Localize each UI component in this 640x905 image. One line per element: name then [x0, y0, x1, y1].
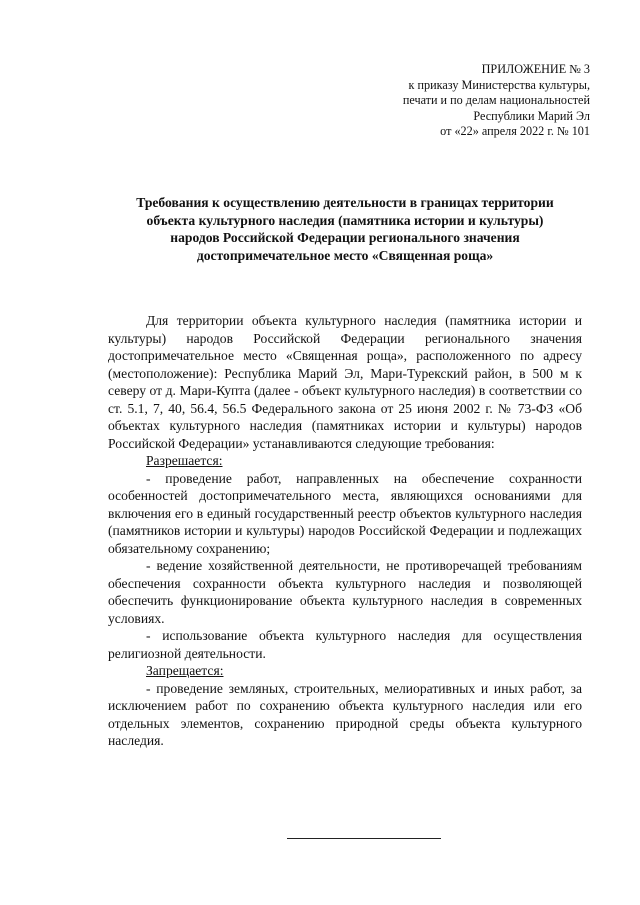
- document-title: [100, 194, 590, 264]
- document-body: [108, 312, 582, 750]
- title-line: Требования к осуществлению деятельности в границах территории: [136, 195, 554, 210]
- appendix-date: от «22» апреля 2022 г. № 101: [440, 124, 590, 138]
- forbidden-heading-text: Запрещается:: [146, 663, 224, 678]
- forbidden-heading: [108, 662, 582, 680]
- appendix-header: [360, 62, 590, 140]
- allowed-item: - использование объекта культурного наследия для осуществления религиозной деятельности.: [108, 628, 582, 661]
- allowed-item: - проведение работ, направленных на обеспечение сохранности особенностей достопримечательного места, являющихся основаниями для включения его в единый государственный реестр объектов культурного наследия (памятников истории и культуры) народов Российской Федерации и подлежащих обязательному сохранению;: [108, 470, 582, 556]
- title-line: объекта культурного наследия (памятника истории и культуры): [146, 212, 544, 228]
- closing-divider-line: [287, 838, 441, 839]
- allowed-heading: [108, 452, 582, 470]
- appendix-order-ref: к приказу Министерства культуры,: [408, 77, 590, 92]
- title-line: народов Российской Федерации регионального значения: [170, 230, 520, 246]
- intro-paragraph: Для территории объекта культурного наследия (памятника истории и культуры) народов Российской Федерации регионального значения достопримечательное место «Священная роща», расположенного по адресу (местоположение): Республика Марий Эл, Мари-Турекский район, в 500 м к северу от д. Мари-Купта (далее - объект культурного наследия) в соответствии со ст. 5.1, 7, 40, 56.4, 56.5 Федерального закона от 25 июня 2002 г. № 73-ФЗ «Об объектах культурного наследия (памятниках истории и культуры) народов Российской Федерации» устанавливаются следующие требования:: [108, 313, 582, 451]
- appendix-number: ПРИЛОЖЕНИЕ № 3: [481, 62, 590, 76]
- forbidden-item: - проведение земляных, строительных, мелиоративных и иных работ, за исключением работ по сохранению объекта культурного наследия или его отдельных элементов, сохранению природной среды объекта культурного наследия.: [108, 680, 582, 748]
- allowed-item: - ведение хозяйственной деятельности, не противоречащей требованиям обеспечения сохранности объекта культурного наследия и позволяющей обеспечить функционирование объекта культурного наследия в современных условиях.: [108, 558, 582, 626]
- title-line: достопримечательное место «Священная роща»: [196, 247, 494, 263]
- allowed-heading-text: Разрешается:: [146, 453, 223, 468]
- appendix-republic: Республики Марий Эл: [473, 108, 590, 123]
- appendix-ministry: печати и по делам национальностей: [402, 93, 590, 107]
